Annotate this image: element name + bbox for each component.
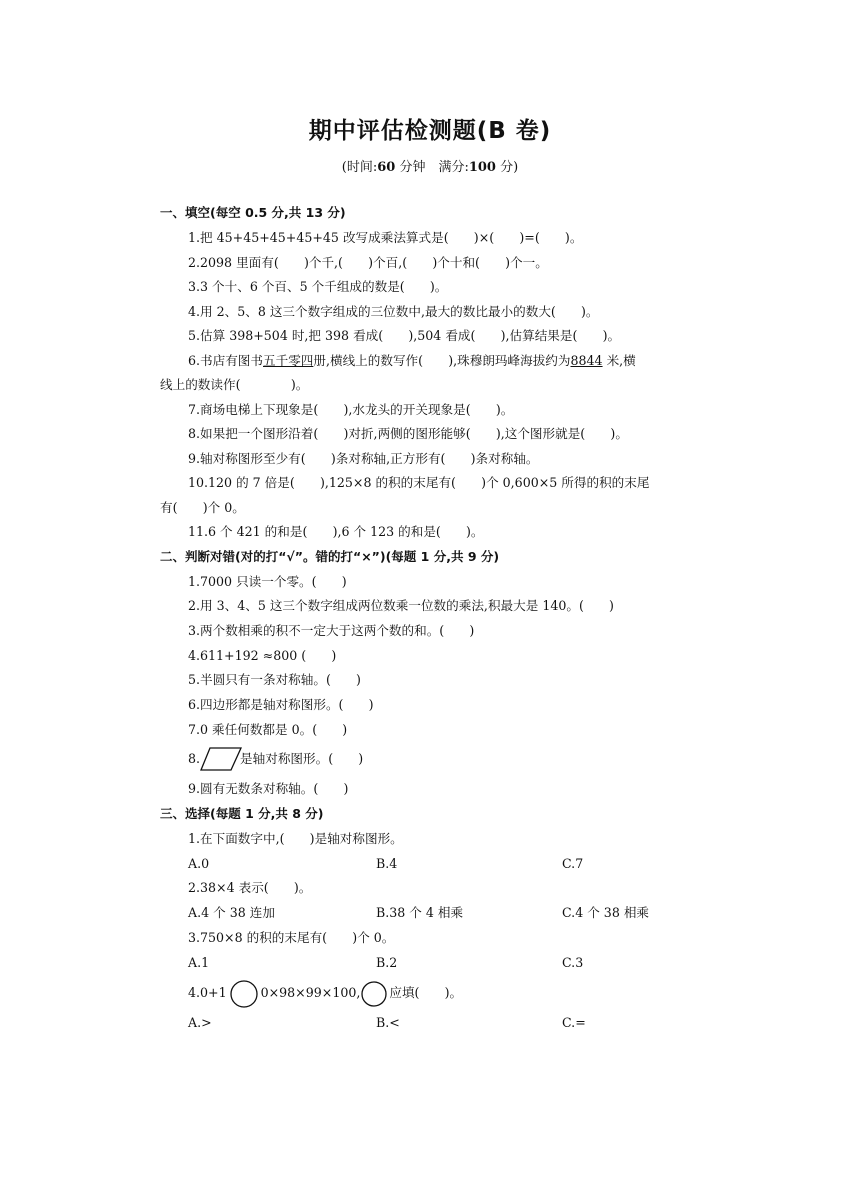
subtitle-time-label: (时间: [341,160,378,175]
s3-q1-option-b: B.4 [376,856,398,871]
s3-question-4 [188,985,462,1002]
q8-prefix: 8. [188,751,201,766]
s2-question-2: 2.用 3、4、5 这三个数字组成两位数乘一位数的乘法,积最大是 140。( ) [188,598,614,613]
q4-part-b: 0×98×99×100, [260,985,361,1000]
s2-question-9: 9.圆有无数条对称轴。( ) [188,781,349,796]
s3-question-3: 3.750×8 的积的末尾有( )个 0。 [188,930,395,945]
s2-question-8 [188,751,363,768]
s2-question-1: 1.7000 只读一个零。( ) [188,574,347,589]
subtitle-time-unit: 分钟 满分: [395,160,469,175]
score-value: 100 [468,160,496,175]
exam-subtitle [0,156,860,175]
s3-q2-option-c: C.4 个 38 相乘 [562,905,650,920]
s3-q2-option-a: A.4 个 38 连加 [188,905,275,920]
s2-question-5: 5.半圆只有一条对称轴。( ) [188,672,361,687]
s2-question-4: 4.611+192 ≈800 ( ) [188,648,337,663]
s3-q1-option-c: C.7 [562,856,584,871]
s2-question-6: 6.四边形都是轴对称图形。( ) [188,697,374,712]
s3-q4-option-c: C.= [562,1015,586,1030]
circle-blank-icon [360,980,388,1008]
q4-part-a: 4.0+1 [188,985,227,1000]
s3-q3-option-a: A.1 [188,955,210,970]
s1-question-7: 7.商场电梯上下现象是( ),水龙头的开关现象是( )。 [188,402,514,417]
circle-blank-icon [229,979,259,1009]
s2-question-7: 7.0 乘任何数都是 0。( ) [188,722,348,737]
s1-question-6 [188,353,636,369]
s1-question-4: 4.用 2、5、8 这三个数字组成的三位数中,最大的数比最小的数大( )。 [188,304,599,319]
q6-part-a: 6.书店有图书 [188,353,263,368]
s3-q4-option-b: B.< [376,1015,400,1030]
s3-q3-option-c: C.3 [562,955,584,970]
s1-question-10-continued: 有( )个 0。 [160,500,245,515]
s3-q4-option-a: A.> [188,1015,212,1030]
page-title: 期中评估检测题(B 卷) [308,118,552,144]
q6-underlined-words: 五千零四 [263,353,314,368]
s3-q1-option-a: A.0 [188,856,210,871]
s1-question-10: 10.120 的 7 倍是( ),125×8 的积的末尾有( )个 0,600×5 所得的积的末尾 [188,475,650,490]
section-3-heading: 三、选择(每题 1 分,共 8 分) [160,806,324,821]
s1-question-5: 5.估算 398+504 时,把 398 看成( ),504 看成( ),估算结果是( )。 [188,328,621,343]
s1-question-6-continued: 线上的数读作( )。 [160,377,309,392]
q8-suffix: 是轴对称图形。( ) [240,751,364,766]
s1-question-3: 3.3 个十、6 个百、5 个千组成的数是( )。 [188,279,448,294]
parallelogram-shape [200,747,242,771]
q6-part-c: 册,横线上的数写作( ),珠穆朗玛峰海拔约为 [313,353,571,368]
s1-question-8: 8.如果把一个图形沿着( )对折,两侧的图形能够( ),这个图形就是( )。 [188,426,628,441]
subtitle-score-unit: 分) [495,160,519,175]
time-value: 60 [377,160,396,175]
q6-underlined-number: 8844 [570,353,603,368]
s3-q3-option-b: B.2 [376,955,398,970]
section-1-heading: 一、填空(每空 0.5 分,共 13 分) [160,205,346,220]
s1-question-1: 1.把 45+45+45+45+45 改写成乘法算式是( )×( )=( )。 [188,230,583,245]
s2-question-3: 3.两个数相乘的积不一定大于这两个数的和。( ) [188,623,475,638]
s1-question-11: 11.6 个 421 的和是( ),6 个 123 的和是( )。 [188,524,484,539]
q6-part-e: 米,横 [602,353,636,368]
q4-part-c: 应填( )。 [389,985,463,1000]
section-2-heading: 二、判断对错(对的打“√”。错的打“×”)(每题 1 分,共 9 分) [160,549,500,564]
s3-question-1: 1.在下面数字中,( )是轴对称图形。 [188,831,403,846]
s3-q2-option-b: B.38 个 4 相乘 [376,905,464,920]
s1-question-9: 9.轴对称图形至少有( )条对称轴,正方形有( )条对称轴。 [188,451,539,466]
s3-question-2: 2.38×4 表示( )。 [188,880,312,895]
s1-question-2: 2.2098 里面有( )个千,( )个百,( )个十和( )个一。 [188,255,548,270]
